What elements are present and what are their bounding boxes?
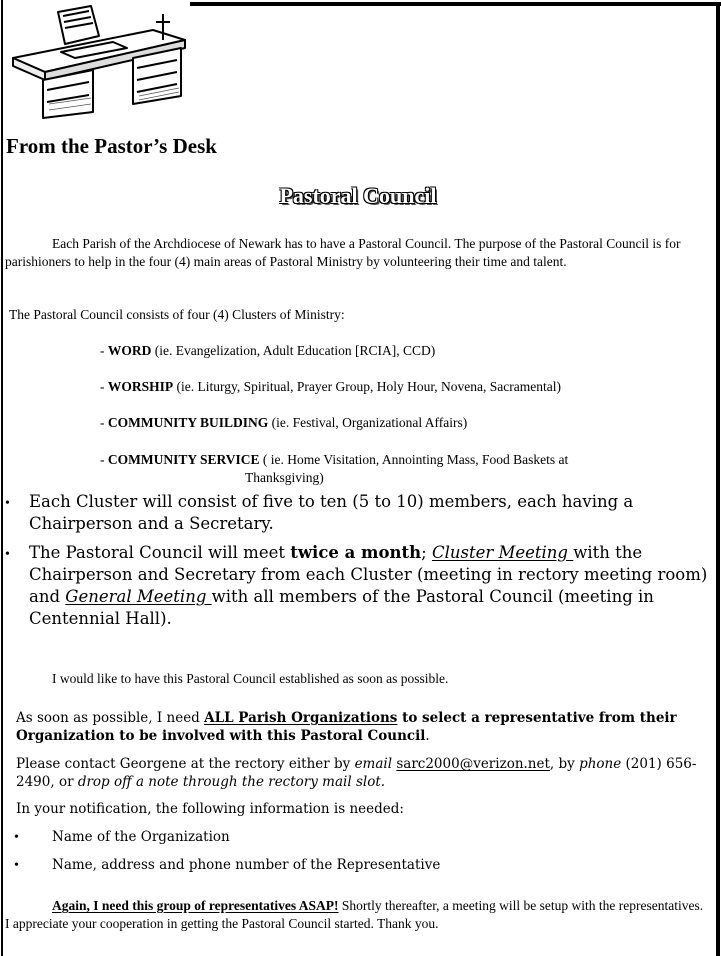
clusters-intro: The Pastoral Council consists of four (4) Clusters of Ministry:: [9, 307, 345, 322]
bullet-icon: •: [14, 830, 19, 845]
closing-paragraph: Again, I need this group of representatives ASAP! Shortly thereafter, a meeting will be setup with the representatives. I appreciate your cooperation in getting the Pastoral Council started. Thank you.: [5, 898, 704, 931]
intro-paragraph: [5, 235, 705, 271]
bullet-meeting-schedule: The Pastoral Council will meet twice a month; Cluster Meeting with the Chairperson and Secretary from each Cluster (meeting in rectory meeting room) and General Meeting with all members of the Pastoral Council (meeting in Centennial Hall).: [29, 543, 708, 628]
cluster-meeting-term: Cluster Meeting: [431, 543, 574, 562]
list-item: Name, address and phone number of the Representative: [52, 857, 441, 873]
general-meeting-term: General Meeting: [65, 587, 212, 606]
cluster-worship: - WORSHIP (ie. Liturgy, Spiritual, Prayer Group, Holy Hour, Novena, Sacramental): [100, 379, 562, 394]
all-parish-orgs: ALL Parish Organizations: [204, 710, 398, 726]
desk-illustration: [3, 0, 191, 120]
frame-right-border: [716, 2, 720, 956]
contact-info: Please contact Georgene at the rectory either by email sarc2000@verizon.net, by phone (201) 656-2490, or drop off a note through the rectory mail slot.: [16, 756, 697, 790]
asap-request: As soon as possible, I need ALL Parish Organizations to select a representative from their Organization to be involved with this Pastoral Council.: [16, 710, 677, 744]
wish-statement: I would like to have this Pastoral Council established as soon as possible.: [52, 671, 449, 686]
bullet-icon: •: [5, 496, 10, 511]
frame-left-border: [1, 0, 3, 956]
frame-top-border: [190, 2, 721, 6]
cluster-community-service: - COMMUNITY SERVICE ( ie. Home Visitation, Annointing Mass, Food Baskets at Thanksgiving): [100, 452, 569, 485]
cluster-word: - WORD (ie. Evangelization, Adult Education [RCIA], CCD): [100, 343, 436, 358]
cluster-community-building: - COMMUNITY BUILDING (ie. Festival, Organizational Affairs): [100, 415, 468, 430]
list-item: Name of the Organization: [52, 829, 230, 845]
email-link[interactable]: sarc2000@verizon.net: [396, 756, 550, 772]
bullet-icon: •: [5, 547, 10, 562]
asap-emphasis: Again, I need this group of representatives ASAP!: [52, 898, 339, 913]
council-title: Pastoral Council: [279, 183, 437, 208]
bullet-icon: •: [14, 858, 19, 873]
page-heading: From the Pastor’s Desk: [6, 134, 217, 158]
intro-text: Each Parish of the Archdiocese of Newark has to have a Pastoral Council. The purpose of the Pastoral Council is for parishioners to help in the four (4) main areas of Pastoral Ministry by volunteering their time and talent.: [5, 236, 681, 269]
notification-text: In your notification, the following information is needed:: [16, 801, 404, 817]
bullet-cluster-size: Each Cluster will consist of five to ten (5 to 10) members, each having a Chairperson and a Secretary.: [29, 492, 634, 533]
